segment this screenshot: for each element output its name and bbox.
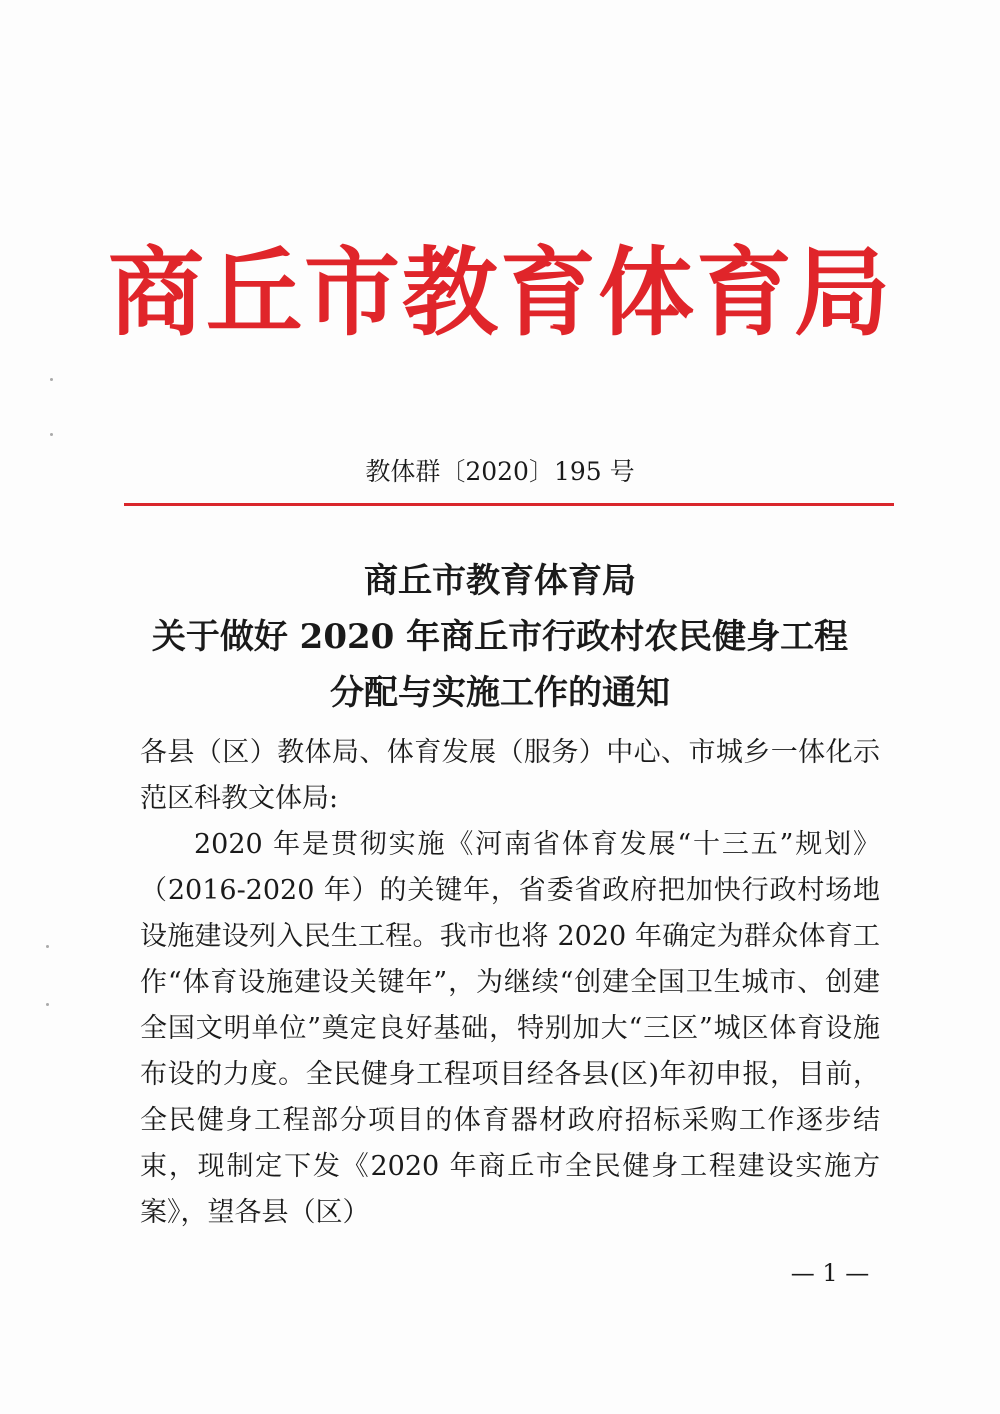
scan-speck: [46, 945, 49, 948]
scan-speck: [46, 1003, 49, 1006]
body-paragraph-1: 2020 年是贯彻实施《河南省体育发展“十三五”规划》（2016-2020 年）的关键年，省委省政府把加快行政村场地设施建设列入民生工程。我市也将 2020 年确定为群众体育工作“体育设施建设关键年”，为继续“创建全国卫生城市、创建全国文明单位”奠定良好基础，特别加大“三区”城区体育设施布设的力度。全民健身工程项目经各县(区)年初申报，目前，全民健身工程部分项目的体育器材政府招标采购工作逐步结束，现制定下发《2020 年商丘市全民健身工程建设实施方案》，望各县（区）: [140, 829, 880, 1228]
red-divider-rule: [124, 503, 894, 506]
masthead-title: 商丘市教育体育局: [108, 236, 892, 349]
title-line-3: 分配与实施工作的通知: [330, 673, 670, 713]
page-number: — 1 —: [790, 1259, 870, 1287]
title-line-1: 商丘市教育体育局: [364, 561, 636, 601]
addressee-line: 各县（区）教体局、体育发展（服务）中心、市城乡一体化示范区科教文体局:: [140, 737, 880, 814]
notice-title: [0, 553, 1000, 721]
notice-body: [140, 730, 880, 1236]
document-number: 教体群〔2020〕195 号: [365, 457, 635, 486]
title-line-2: 关于做好 2020 年商丘市行政村农民健身工程: [151, 617, 849, 657]
scan-speck: [50, 433, 53, 436]
scan-speck: [50, 378, 53, 381]
